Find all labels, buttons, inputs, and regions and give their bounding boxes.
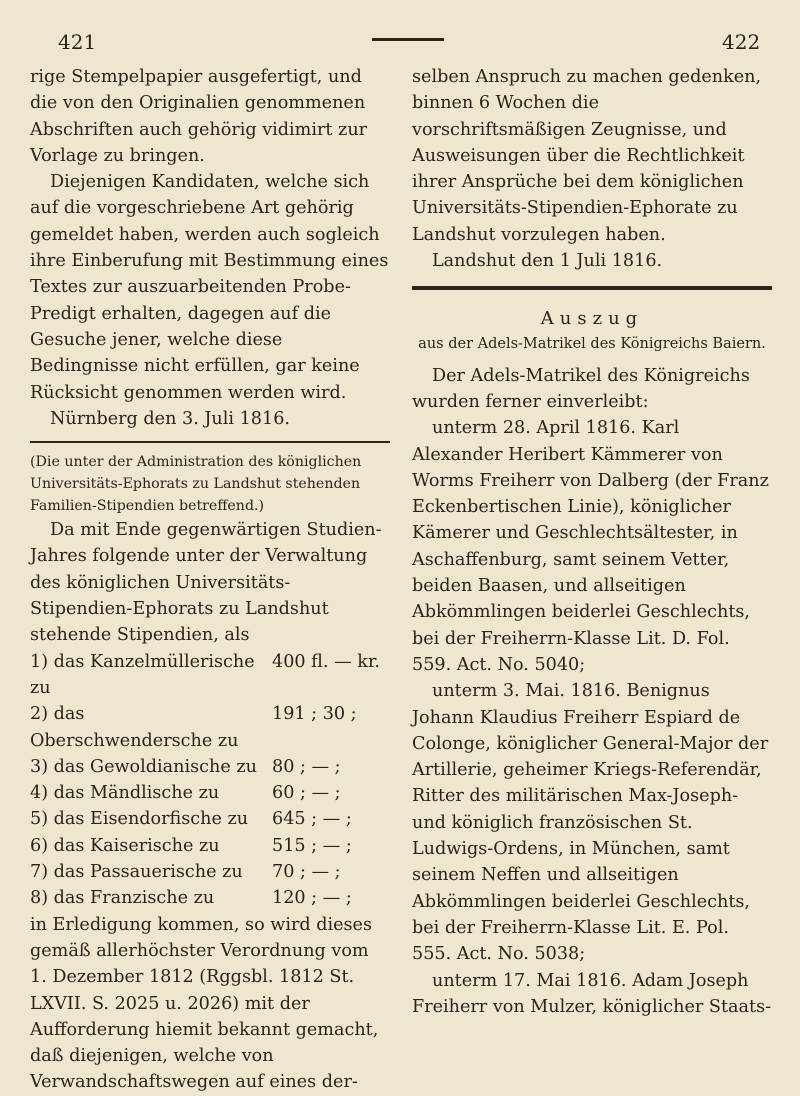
- stipend-item: [30, 754, 390, 780]
- stipend-item: [30, 780, 390, 806]
- stipend-amount: 120 ; — ;: [272, 888, 352, 909]
- stipend-amount: 60 ; — ;: [272, 783, 341, 804]
- stipend-item: [30, 649, 390, 702]
- stipend-name: das Mändlische zu: [53, 783, 220, 804]
- section-divider: [30, 441, 390, 443]
- stipend-name: das Kaiserische zu: [53, 835, 220, 856]
- extract-intro: Der Adels-Matrikel des Königreichs wurden ferner einverleibt:: [412, 365, 750, 412]
- matrikel-entry-3: unterm 17. Mai 1816. Adam Joseph Freiherr von Mulzer, königlicher Staats-: [412, 970, 772, 1017]
- matrikel-entry-1: unterm 28. April 1816. Karl Alexander Heribert Kämmerer von Worms Freiherr von Dalberg (der Franz Eckenbertischen Linie), königlicher Kämerer und Geschlechtsältester, in Aschaffenburg, samt seinem Vetter, beiden Baasen, und allseitigen Abkömmlingen beiderlei Geschlechts, bei der Freiherrn-Klasse Lit. D. Fol. 559. Act. No. 5040;: [412, 418, 769, 675]
- stipend-item: [30, 859, 390, 885]
- stipend-amount: 80 ; — ;: [272, 756, 341, 777]
- page-number-left: 421: [58, 30, 97, 54]
- left-paragraph-3: Da mit Ende gegenwärtigen Studien-Jahres folgende unter der Verwaltung des königlichen Universitäts-Stipendien-Ephorats zu Landshut stehende Stipendien, als: [30, 520, 382, 646]
- extract-title: Auszug: [540, 308, 644, 330]
- stipend-number: 3): [30, 756, 49, 777]
- left-paragraph-1: rige Stempelpapier ausgefertigt, und die von den Originalien genommenen Abschriften auch gehörig vidimirt zur Vorlage zu bringen.: [30, 67, 368, 166]
- left-paragraph-2: Diejenigen Kandidaten, welche sich auf die vorgeschriebene Art gehörig gemeldet haben, werden auch sogleich ihre Einberufung mit Bestimmung eines Textes zur auszuarbeitenden Probe-Predigt erhalten, dagegen auf die Gesuche jener, welche diese Bedingnisse nicht erfüllen, gar keine Rücksicht genommen werden wird.: [30, 172, 389, 403]
- stipend-number: 2): [30, 704, 49, 725]
- stipend-amount: 645 ; — ;: [272, 809, 352, 830]
- left-paragraph-4: in Erledigung kommen, so wird dieses gemäß allerhöchster Verordnung vom 1. Dezember 1812 (Rggsbl. 1812 St. LXVII. S. 2025 u. 2026) mit der Aufforderung hiemit bekannt gemacht, daß diejenigen, welche von Verwandschaftswegen auf eines der-: [30, 914, 379, 1093]
- matrikel-entry-2: unterm 3. Mai. 1816. Benignus Johann Klaudius Freiherr Espiard de Colonge, königlicher General-Major der Artillerie, geheimer Kriegs-Referendär, Ritter des militärischen Max-Joseph- und königlich französischen St. Ludwigs-Ordens, in München, samt seinem Neffen und allseitigen Abkömmlingen beiderlei Geschlechts, bei der Freiherrn-Klasse Lit. E. Pol. 555. Act. No. 5038;: [412, 681, 769, 965]
- stipend-number: 1): [30, 651, 49, 672]
- extract-subtitle: aus der Adels-Matrikel des Königreichs Baiern.: [418, 335, 766, 352]
- stipend-amount: 400 fl. — kr.: [272, 651, 381, 672]
- stipend-number: 5): [30, 809, 49, 830]
- stipend-item: [30, 806, 390, 832]
- stipend-name: das Kanzelmüllerische zu: [30, 651, 255, 698]
- stipend-name: das Gewoldianische zu: [53, 756, 257, 777]
- stipend-name: das Passauerische zu: [53, 862, 243, 883]
- right-dateline: Landshut den 1 Juli 1816.: [432, 251, 663, 272]
- stipend-amount: 515 ; — ;: [272, 835, 352, 856]
- stipend-item: [30, 833, 390, 859]
- notice-title: (Die unter der Administration des königlichen Universitäts-Ephorats zu Landshut stehenden Familien-Stipendien betreffend.): [30, 454, 362, 515]
- stipend-number: 4): [30, 783, 49, 804]
- stipend-amount: 191 ; 30 ;: [272, 704, 357, 725]
- stipend-number: 6): [30, 835, 49, 856]
- page-number-right: 422: [722, 30, 761, 54]
- stipend-name: das Franzische zu: [53, 888, 215, 909]
- left-column: [30, 64, 390, 1096]
- right-column: [412, 64, 772, 1020]
- stipend-amount: 70 ; — ;: [272, 862, 341, 883]
- stipend-name: das Oberschwendersche zu: [30, 704, 239, 751]
- right-paragraph-1: selben Anspruch zu machen gedenken, binnen 6 Wochen die vorschriftsmäßigen Zeugnisse, und Ausweisungen über die Rechtlichkeit ihrer Ansprüche bei dem königlichen Universitäts-Stipendien-Ephorate zu Landshut vorzulegen haben.: [412, 67, 762, 245]
- left-dateline: Nürnberg den 3. Juli 1816.: [50, 408, 290, 429]
- stipend-item: [30, 701, 390, 754]
- stipend-number: 7): [30, 862, 49, 883]
- header-rule: [372, 38, 444, 41]
- stipend-item: [30, 885, 390, 911]
- stipend-name: das Eisendorfische zu: [53, 809, 249, 830]
- thick-divider: [412, 286, 772, 290]
- stipend-number: 8): [30, 888, 49, 909]
- stipend-list: [30, 649, 390, 912]
